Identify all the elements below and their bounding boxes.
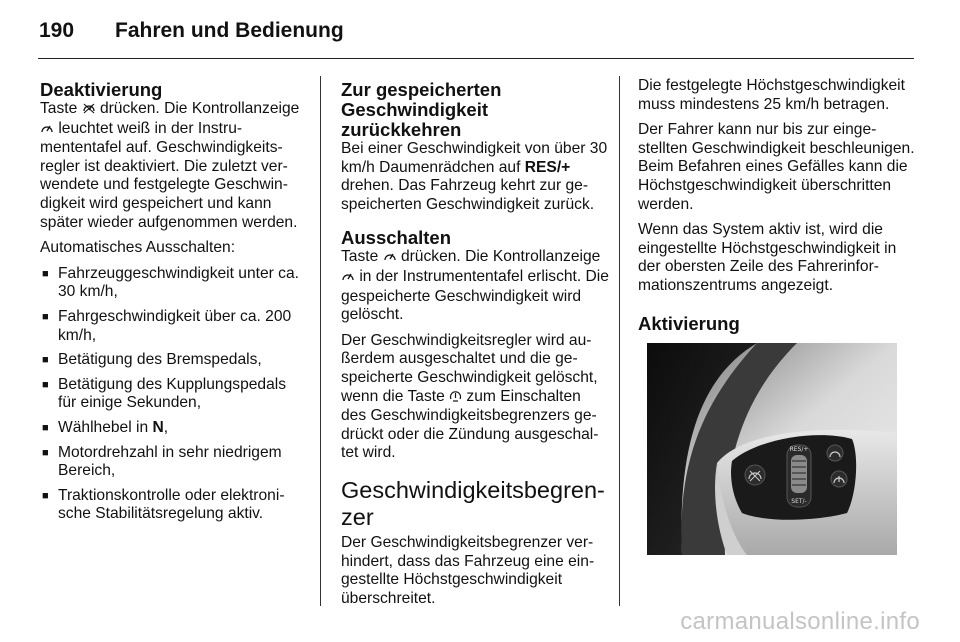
column-divider	[619, 76, 620, 606]
text: Der Geschwindigkeitsregler wird außerdem ausgeschaltet und die gespeicherte Geschwindigkeit gelöscht, wenn die Taste	[341, 331, 598, 405]
cruise-control-icon	[383, 249, 397, 268]
column-divider	[320, 76, 321, 606]
text: Taste	[40, 100, 82, 117]
list-item: ■ Fahrgeschwindigkeit über ca. 200 km/h,	[40, 308, 306, 345]
text: ,	[163, 418, 169, 436]
gear-n: N	[152, 418, 164, 436]
paragraph-min-speed: Die festgelegte Höchstgeschwindigkeit muss mindestens 25 km/h betragen.	[638, 77, 905, 113]
page-number: 190	[39, 19, 75, 42]
list-item	[40, 419, 306, 438]
cruise-cancel-icon	[82, 101, 96, 120]
column-3	[638, 77, 916, 334]
heading-deaktivierung: Deaktivierung	[40, 79, 163, 100]
heading-geschwindigkeitsbegrenzer: Geschwindigkeitsbegrenzer	[341, 476, 605, 530]
watermark: carmanualsonline.info	[680, 608, 920, 635]
set-label: SET/-	[791, 498, 807, 505]
paragraph-accelerate: Der Fahrer kann nur bis zur eingestellten Geschwindigkeit beschleunigen. Beim Befahren eines Gefälles kann die Höchstgeschwindigkeit überschritten werden.	[638, 121, 915, 213]
page-title: Fahren und Bedienung	[115, 19, 344, 42]
paragraph-resume	[341, 140, 609, 214]
steering-wheel-photo	[647, 343, 897, 555]
res-label: RES/+	[789, 446, 809, 453]
list-item: ■ Motordrehzahl in sehr niedrigem Bereich,	[40, 444, 306, 481]
text: drücken. Die Kontrollanzeige	[396, 248, 601, 266]
column-2	[341, 80, 609, 615]
page-header	[0, 0, 960, 58]
paragraph-ausschalten	[341, 248, 609, 324]
speed-limiter-icon	[449, 389, 462, 408]
text: Bei einer Geschwindigkeit von über 30 km/h Daumenrädchen auf	[341, 140, 608, 176]
list-item: ■ Fahrzeuggeschwindigkeit unter ca. 30 km/h,	[40, 265, 306, 302]
text: Wählhebel in	[58, 418, 153, 436]
list-item: ■ Betätigung des Kupplungspedals für einige Sekunden,	[40, 376, 306, 413]
text: zum Einschalten des Geschwindigkeitsbegrenzers gedrückt oder die Zündung ausgeschaltet wird.	[341, 387, 599, 462]
text: leuchtet weiß in der Instrumententafel auf. Geschwindigkeitsregler ist deaktiviert. Die zuletzt verwendete und festgelegte Geschwindigkeit wird gespeichert und kann später wieder aufgenommen werden.	[40, 119, 298, 231]
paragraph-display: Wenn das System aktiv ist, wird die eingestellte Höchstgeschwindigkeit in der obersten Zeile des Fahrerinformationszentrums angezeigt.	[638, 221, 897, 294]
cruise-control-icon	[341, 269, 355, 288]
heading-ausschalten: Ausschalten	[341, 227, 452, 249]
header-rule	[38, 58, 914, 59]
list-item: ■ Betätigung des Bremspedals,	[40, 351, 306, 370]
column-1	[40, 80, 306, 530]
auto-off-list	[40, 265, 306, 524]
paragraph-auto-off: Automatisches Ausschalten:	[40, 239, 236, 257]
text: Taste	[341, 248, 383, 266]
text: drehen. Das Fahrzeug kehrt zur gespeicherten Geschwindigkeit zurück.	[341, 177, 595, 213]
cruise-control-icon	[40, 121, 54, 140]
heading-aktivierung: Aktivierung	[638, 312, 740, 334]
heading-resume: Zur gespeicherten Geschwindigkeit zurückkehren	[341, 79, 502, 140]
paragraph-begrenzer: Der Geschwindigkeitsbegrenzer verhindert, dass das Fahrzeug eine eingestellte Höchstgeschwindigkeit überschreitet.	[341, 533, 595, 607]
paragraph-additional-off	[341, 332, 609, 463]
text: drücken. Die Kontrollanzeige	[95, 100, 300, 117]
steering-wheel-illustration	[647, 343, 897, 555]
paragraph-deaktivierung	[40, 100, 306, 232]
res-label: RES/+	[524, 158, 571, 176]
list-item: ■ Traktionskontrolle oder elektronische Stabilitätsregelung aktiv.	[40, 487, 306, 524]
text: in der Instrumententafel erlischt. Die gespeicherte Geschwindigkeit wird gelöscht.	[341, 267, 609, 324]
